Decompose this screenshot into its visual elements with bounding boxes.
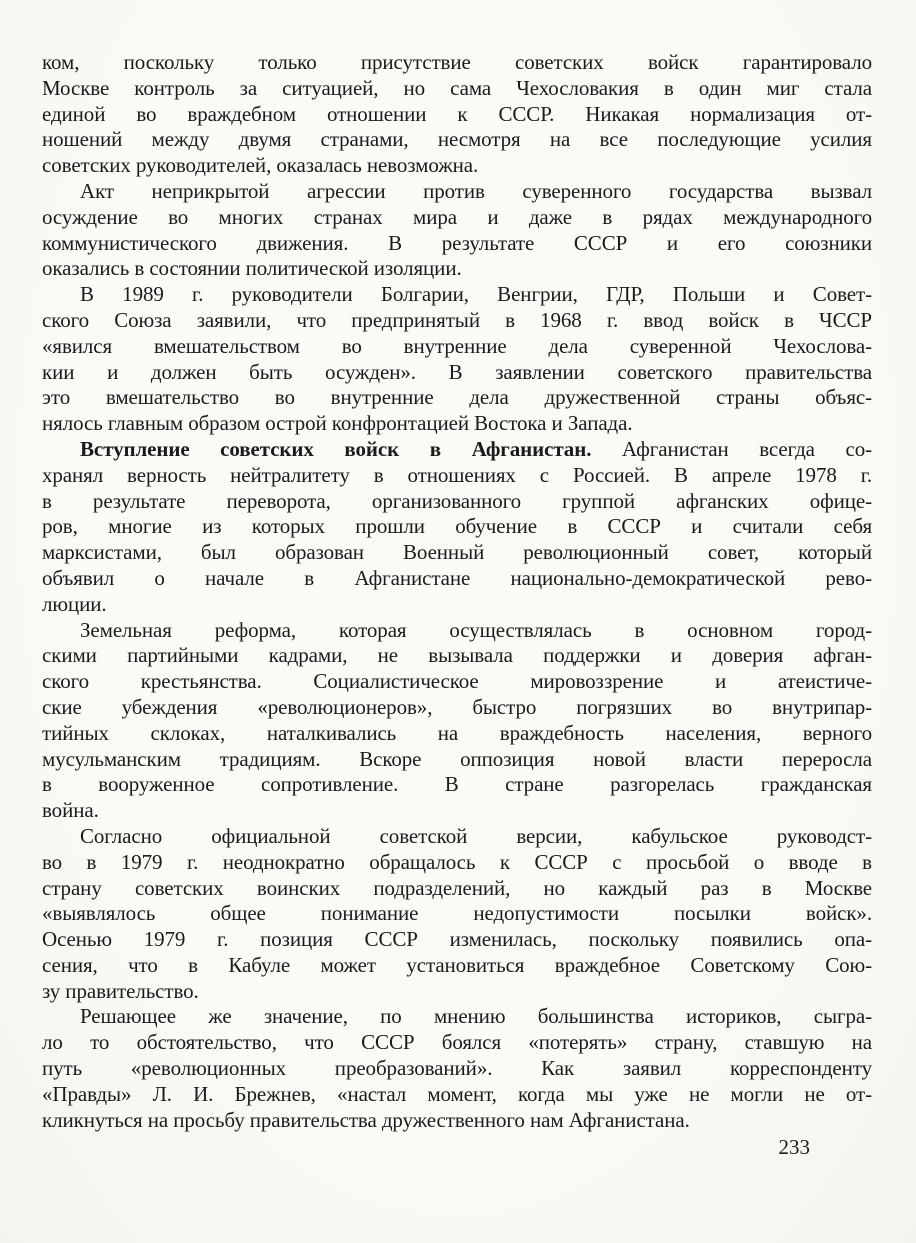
text-line: Осенью 1979 г. позиция СССР изменилась, поскольку появились опа- xyxy=(42,927,872,952)
text-line: тийных склоках, наталкивались на враждебность населения, верного xyxy=(42,720,872,745)
text-line: ношений между двумя странами, несмотря на все последующие усилия xyxy=(42,127,872,152)
text-line: скими партийными кадрами, не вызывала поддержки и доверия афган- xyxy=(42,643,872,668)
text-line: в результате переворота, организованного группой афганских офице- xyxy=(42,488,872,513)
text-line: «Правды» Л. И. Брежнев, «настал момент, когда мы уже не могли не от- xyxy=(42,1081,872,1106)
text-line: ком, поскольку только присутствие советских войск гарантировало xyxy=(42,50,872,74)
text-line: это вмешательство во внутренние дела дружественной страны объяс- xyxy=(42,385,872,410)
text-line: мусульманским традициям. Вскоре оппозиция новой власти переросла xyxy=(42,746,872,771)
text-line: кии и должен быть осужден». В заявлении советского правительства xyxy=(42,359,872,384)
paragraph xyxy=(42,282,872,437)
text-line: коммунистического движения. В результате СССР и его союзники xyxy=(42,230,872,255)
paragraph-lead-rest: Афганистан всегда со- xyxy=(591,436,872,461)
text-line: оказались в состоянии политической изоляции. xyxy=(42,256,462,281)
paragraph-lead-bold: Вступление советских войск в Афганистан. xyxy=(80,436,592,461)
text-line: люции. xyxy=(42,591,107,616)
paragraph xyxy=(42,824,872,1005)
text-line: ров, многие из которых прошли обучение в СССР и считали себя xyxy=(42,514,872,539)
text-line: «явился вмешательством во внутренние дела суверенной Чехослова- xyxy=(42,333,872,358)
text-line: В 1989 г. руководители Болгарии, Венгрии, ГДР, Польши и Совет- xyxy=(80,282,872,307)
text-line: осуждение во многих странах мира и даже в рядах международного xyxy=(42,204,872,229)
text-line: ского Союза заявили, что предпринятый в 1968 г. ввод войск в ЧССР xyxy=(42,307,872,332)
text-line: война. xyxy=(42,798,99,823)
text-line: сения, что в Кабуле может установиться враждебное Советскому Сою- xyxy=(42,952,872,977)
text-line: нялось главным образом острой конфронтацией Востока и Запада. xyxy=(42,411,633,436)
page-number: 233 xyxy=(778,1135,810,1159)
page-text xyxy=(42,50,872,1133)
text-line: Земельная реформа, которая осуществлялась в основном город- xyxy=(80,617,872,642)
text-line: марксистами, был образован Военный революционный совет, который xyxy=(42,540,872,565)
text-line xyxy=(42,437,872,463)
text-line: ские убеждения «революционеров», быстро погрязших во внутрипар- xyxy=(42,694,872,719)
text-line: хранял верность нейтралитету в отношениях с Россией. В апреле 1978 г. xyxy=(42,462,872,487)
text-line: во в 1979 г. неоднократно обращалось к СССР с просьбой о вводе в xyxy=(42,849,872,874)
paragraph xyxy=(42,179,872,282)
text-line: в вооруженное сопротивление. В стране разгорелась гражданская xyxy=(42,772,872,797)
text-line: «выявлялось общее понимание недопустимости посылки войск». xyxy=(42,901,872,926)
paragraph xyxy=(42,437,872,618)
paragraph xyxy=(42,1004,872,1133)
text-line: объявил о начале в Афганистане национально-демократической рево- xyxy=(42,565,872,590)
text-line: единой во враждебном отношении к СССР. Никакая нормализация от- xyxy=(42,101,872,126)
text-line: кликнуться на просьбу правительства дружественного нам Афганистана. xyxy=(42,1107,690,1132)
text-line: путь «революционных преобразований». Как заявил корреспонденту xyxy=(42,1056,872,1081)
paragraph xyxy=(42,618,872,824)
text-line: Согласно официальной советской версии, кабульское руководст- xyxy=(80,823,872,848)
text-line: Москве контроль за ситуацией, но сама Чехословакия в один миг стала xyxy=(42,75,872,100)
paragraph xyxy=(42,50,872,179)
text-line: советских руководителей, оказалась невозможна. xyxy=(42,153,479,178)
text-line: Акт неприкрытой агрессии против суверенного государства вызвал xyxy=(80,178,872,203)
text-line: страну советских воинских подразделений, но каждый раз в Москве xyxy=(42,875,872,900)
text-line: Решающее же значение, по мнению большинства историков, сыгра- xyxy=(80,1004,872,1029)
text-line: ского крестьянства. Социалистическое мировоззрение и атеистиче- xyxy=(42,669,872,694)
text-line: зу правительство. xyxy=(42,978,199,1003)
text-line: ло то обстоятельство, что СССР боялся «потерять» страну, ставшую на xyxy=(42,1030,872,1055)
